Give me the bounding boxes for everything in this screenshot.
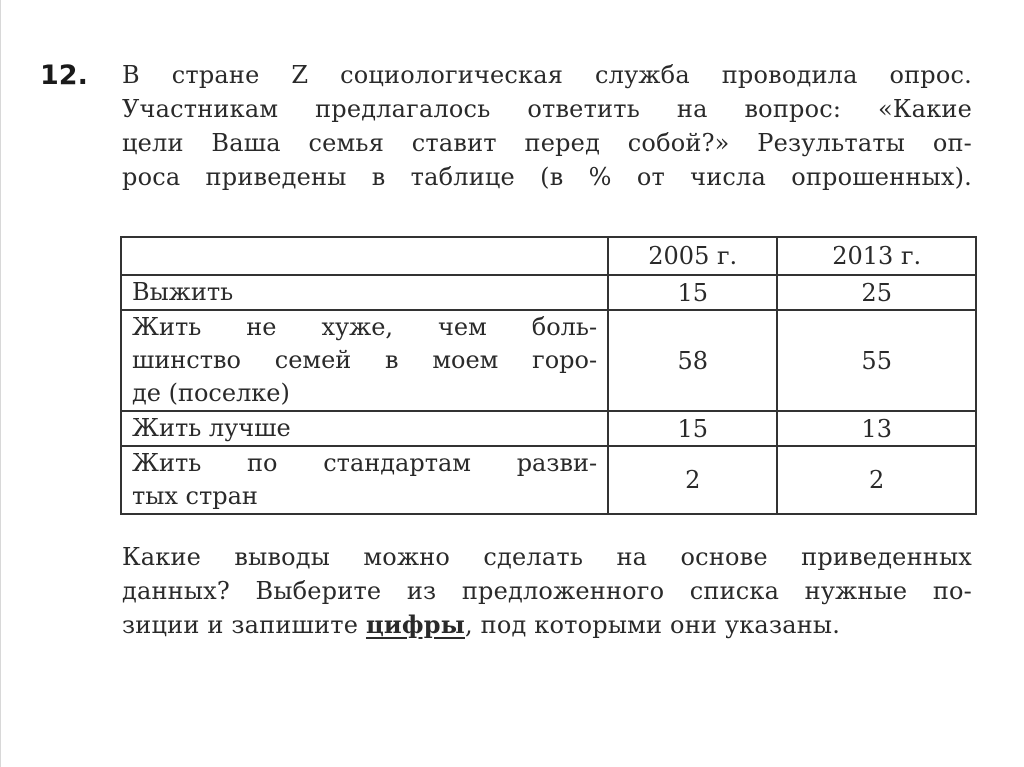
table-row <box>121 310 976 411</box>
value-2005: 58 <box>608 310 777 411</box>
question-text <box>122 540 972 642</box>
emphasized-word-digits: цифры <box>365 610 465 639</box>
page-left-border <box>0 0 1 767</box>
table-header-row <box>121 237 976 275</box>
question-line: данных? Выберите из предложенного списка нужные по- <box>122 577 972 605</box>
row-label-line: шинство семей в моем горо- <box>132 346 598 374</box>
task-intro-text <box>122 58 972 194</box>
value-2005: 2 <box>608 446 777 514</box>
question-text-before-emphasis: зиции и запишите <box>122 611 366 639</box>
question-line <box>122 608 972 642</box>
row-label-line: Жить не хуже, чем боль- <box>132 313 598 341</box>
question-text-after-emphasis: , под которыми они указаны. <box>465 611 841 639</box>
row-label-line: де (поселке) <box>132 379 290 407</box>
value-2005: 15 <box>608 275 777 310</box>
table-row <box>121 275 976 310</box>
intro-line: роса приведены в таблице (в % от числа опрошенных). <box>122 163 972 191</box>
value-2013: 2 <box>777 446 976 514</box>
header-year-2013: 2013 г. <box>777 237 976 275</box>
value-2013: 13 <box>777 411 976 446</box>
intro-line: цели Ваша семья ставит перед собой?» Результаты оп- <box>122 129 972 157</box>
intro-line: Участникам предлагалось ответить на вопрос: «Какие <box>122 95 972 123</box>
row-label-line: Жить лучше <box>132 414 291 442</box>
row-label-line: Выжить <box>132 278 234 306</box>
row-label <box>121 310 608 411</box>
table-row <box>121 411 976 446</box>
header-empty-cell <box>121 237 608 275</box>
value-2013: 25 <box>777 275 976 310</box>
survey-results-table <box>120 236 977 515</box>
header-year-2005: 2005 г. <box>608 237 777 275</box>
table-row <box>121 446 976 514</box>
row-label-line: Жить по стандартам разви- <box>132 449 598 477</box>
row-label <box>121 275 608 310</box>
row-label <box>121 446 608 514</box>
question-line: Какие выводы можно сделать на основе приведенных <box>122 543 972 571</box>
value-2013: 55 <box>777 310 976 411</box>
intro-line: В стране Z социологическая служба проводила опрос. <box>122 61 972 89</box>
row-label <box>121 411 608 446</box>
task-number: 12. <box>40 60 88 91</box>
value-2005: 15 <box>608 411 777 446</box>
row-label-line: тых стран <box>132 482 258 510</box>
